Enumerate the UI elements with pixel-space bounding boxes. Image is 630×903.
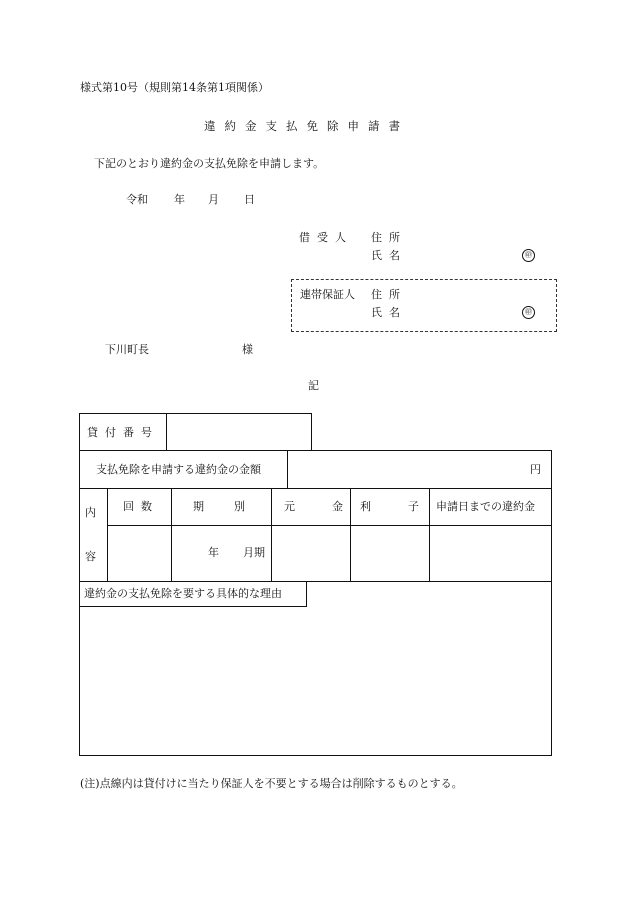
content-label-bottom: 容 <box>85 550 96 563</box>
addressee-honorific: 様 <box>242 343 253 356</box>
borrower-label: 借受人 <box>299 231 353 244</box>
date-day-label: 日 <box>244 193 255 206</box>
addressee-name: 下川町長 <box>105 343 149 356</box>
header-count: 回数 <box>123 500 159 513</box>
header-interest: 利子 <box>360 500 456 513</box>
intro-text: 下記のとおり違約金の支払免除を申請します。 <box>94 157 325 170</box>
guarantor-name-label: 氏名 <box>371 306 407 319</box>
header-penalty-until-date: 申請日までの違約金 <box>436 500 535 513</box>
header-period: 期別 <box>193 500 275 513</box>
date-month-label: 月 <box>208 193 219 206</box>
ki-heading: 記 <box>308 379 319 392</box>
document-title: 違約金支払免除申請書 <box>204 119 409 133</box>
amount-label: 支払免除を申請する違約金の金額 <box>96 463 261 476</box>
period-month-label: 月期 <box>243 546 265 559</box>
guarantor-seal-icon: ㊞ <box>522 306 535 319</box>
reason-label: 違約金の支払免除を要する具体的な理由 <box>84 587 282 600</box>
borrower-name-label: 氏名 <box>371 249 407 262</box>
amount-unit: 円 <box>530 463 541 476</box>
guarantor-address-label: 住所 <box>371 288 407 301</box>
period-year-label: 年 <box>208 546 219 559</box>
date-year-label: 年 <box>174 193 185 206</box>
guarantor-label: 連帯保証人 <box>300 288 355 301</box>
date-era: 令和 <box>126 193 148 206</box>
form-number: 様式第10号（規則第14条第1項関係） <box>80 81 269 94</box>
content-label-top: 内 <box>85 506 96 519</box>
loan-number-label: 貸付番号 <box>87 426 159 439</box>
guarantor-box <box>291 279 557 332</box>
borrower-seal-icon: ㊞ <box>522 249 535 262</box>
header-principal: 元金 <box>284 500 380 513</box>
footnote: (注)点線内は貸付けに当たり保証人を不要とする場合は削除するものとする。 <box>80 777 463 790</box>
borrower-address-label: 住所 <box>371 231 407 244</box>
